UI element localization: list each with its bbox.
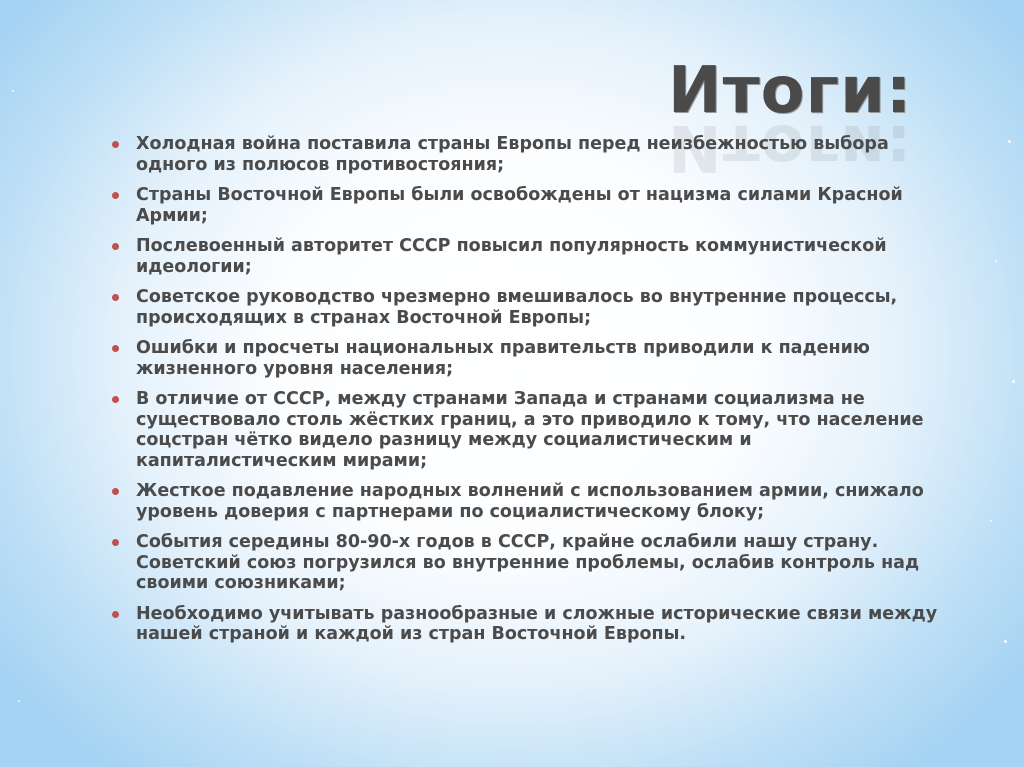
- bullet-text: Жесткое подавление народных волнений с использованием армии, снижало уровень доверия с партнерами по социалистическому блоку;: [136, 481, 924, 522]
- bullet-item: [112, 532, 952, 594]
- bullet-item: [112, 287, 952, 328]
- bullet-item: [112, 236, 952, 277]
- bullet-text: Холодная война поставила страны Европы перед неизбежностью выбора одного из полюсов противостояния;: [136, 134, 889, 175]
- bullet-dot-icon: [112, 294, 119, 301]
- bullet-text: В отличие от СССР, между странами Запада и странами социализма не существовало столь жёстких границ, а это приводило к тому, что население соцстран чётко видело разницу между социалистическим и капиталистическим мирами;: [136, 389, 924, 471]
- bullet-item: [112, 185, 952, 226]
- bullet-dot-icon: [112, 396, 119, 403]
- bullet-item: [112, 134, 952, 175]
- bullet-list: [112, 134, 952, 645]
- slide-title: Итоги:: [668, 54, 913, 128]
- title-block: [668, 54, 928, 184]
- sparkle-decoration: [1004, 640, 1007, 643]
- sparkle-decoration: [1012, 380, 1015, 383]
- bullet-item: [112, 481, 952, 522]
- bullet-text: Ошибки и просчеты национальных правительств приводили к падению жизненного уровня населения;: [136, 338, 870, 379]
- bullet-item: [112, 389, 952, 471]
- slide-title-reflection: Итоги:: [668, 110, 913, 184]
- bullet-text: Необходимо учитывать разнообразные и сложные исторические связи между нашей страной и каждой из стран Восточной Европы.: [136, 603, 938, 644]
- bullet-dot-icon: [112, 488, 119, 495]
- bullet-text: События середины 80-90-х годов в СССР, крайне ослабили нашу страну. Советский союз погрузился во внутренние проблемы, ослабив контроль над своими союзниками;: [136, 532, 920, 593]
- bullet-dot-icon: [112, 243, 119, 250]
- sparkle-decoration: [12, 90, 14, 92]
- bullet-dot-icon: [112, 192, 119, 199]
- bullet-text: Советское руководство чрезмерно вмешивалось во внутренние процессы, происходящих в странах Восточной Европы;: [136, 287, 898, 328]
- bullet-item: [112, 338, 952, 379]
- bullet-text: Послевоенный авторитет СССР повысил популярность коммунистической идеологии;: [136, 236, 887, 277]
- sparkle-decoration: [990, 520, 992, 522]
- bullet-dot-icon: [112, 539, 119, 546]
- slide-content: [112, 134, 952, 655]
- bullet-dot-icon: [112, 611, 119, 618]
- bullet-item: [112, 604, 952, 645]
- bullet-dot-icon: [112, 141, 119, 148]
- sparkle-decoration: [995, 260, 997, 262]
- bullet-text: Страны Восточной Европы были освобождены от нацизма силами Красной Армии;: [136, 185, 903, 226]
- sparkle-decoration: [18, 700, 20, 702]
- bullet-dot-icon: [112, 345, 119, 352]
- sparkle-decoration: [1008, 140, 1011, 143]
